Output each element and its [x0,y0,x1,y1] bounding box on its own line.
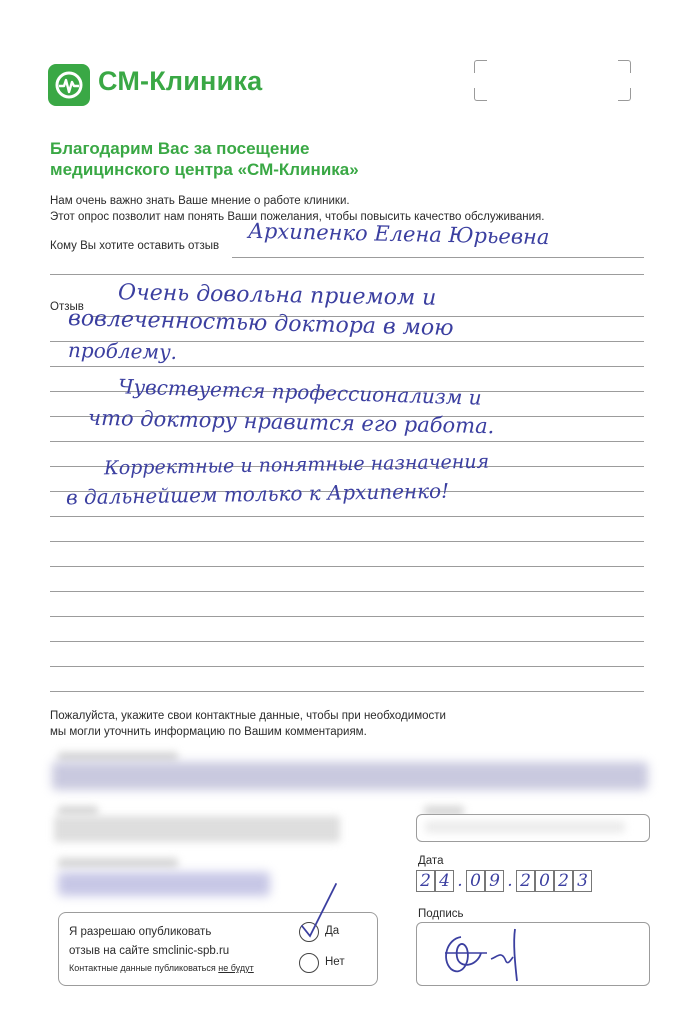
date-digit: 4 [435,870,454,892]
recipient-value[interactable]: Архипенко Елена Юрьевна [247,218,550,250]
form-line [50,691,644,692]
date-digit: 2 [554,870,573,892]
review-text-line-5: что доктору нравится его работа. [87,405,495,439]
intro-line-2: Этот опрос позволит нам понять Ваши пожелания, чтобы повысить качество обслуживания. [50,211,545,223]
logo-badge [48,64,90,106]
redacted-label [58,806,98,816]
review-text-line-3: проблему. [67,338,178,364]
review-text-line-6: Корректные и понятные назначения [103,450,490,480]
recipient-label: Кому Вы хотите оставить отзыв [50,240,220,252]
date-digit: 0 [466,870,485,892]
title-line-1: Благодарим Вас за посещение [50,139,310,158]
consent-no-label: Нет [325,956,345,968]
stamp-corner-mark [618,88,631,101]
signature-field[interactable] [416,922,650,986]
consent-note-text: Контактные данные публиковаться [69,963,219,973]
date-digit: 9 [485,870,504,892]
date-digit: 0 [535,870,554,892]
contact-intro-line-2: мы могли уточнить информацию по Вашим комментариям. [50,726,367,738]
redacted-phone-field [54,816,340,842]
review-text-line-4: Чувствуется профессионализм и [117,374,482,410]
redacted-email-field[interactable] [416,814,650,842]
consent-note [69,963,254,973]
form-line [50,274,644,275]
review-text-line-7: в дальнейшем только к Архипенко! [65,478,450,510]
recipient-line [232,257,644,258]
consent-yes-label: Да [325,925,340,937]
contact-intro [50,708,610,740]
page-title [50,138,470,180]
consent-no-radio[interactable] [299,953,319,973]
form-line [50,366,644,367]
date-digit: 3 [573,870,592,892]
form-line [50,441,644,442]
stamp-corner-mark [618,60,631,73]
review-text-line-1: Очень довольна приемом и [117,280,437,311]
form-line [50,591,644,592]
consent-line-1: Я разрешаю опубликовать [69,926,212,938]
logo-text: СМ-Клиника [98,66,263,96]
title-line-2: медицинского центра «СМ-Клиника» [50,160,359,179]
date-separator: . [457,871,463,891]
signature-drawing [417,923,649,985]
checkmark-icon [296,878,346,948]
form-line [50,641,644,642]
consent-note-emphasis: не будут [218,963,254,973]
review-label: Отзыв [50,301,84,313]
redacted-email-value [425,821,625,833]
signature-label: Подпись [418,908,464,920]
date-digit: 2 [516,870,535,892]
review-text-line-2: вовлеченностью доктора в мою [67,305,454,342]
intro-line-1: Нам очень важно знать Ваше мнение о работе клиники. [50,195,350,207]
stamp-corner-mark [474,60,487,73]
form-line [50,666,644,667]
date-digit: 2 [416,870,435,892]
consent-text [69,923,229,961]
consent-line-2: отзыв на сайте smclinic-spb.ru [69,945,230,957]
form-line [50,541,644,542]
heartbeat-logo-icon [48,64,90,106]
redacted-birthdate-field [58,872,270,896]
redacted-name-field [52,762,648,790]
contact-intro-line-1: Пожалуйста, укажите свои контактные данные, чтобы при необходимости [50,710,446,722]
redacted-label [58,858,178,868]
date-separator: . [507,871,513,891]
date-field[interactable] [416,870,592,892]
form-line [50,566,644,567]
form-line [50,616,644,617]
form-line [50,516,644,517]
date-label: Дата [418,855,444,867]
stamp-corner-mark [474,88,487,101]
redacted-label [58,752,178,762]
